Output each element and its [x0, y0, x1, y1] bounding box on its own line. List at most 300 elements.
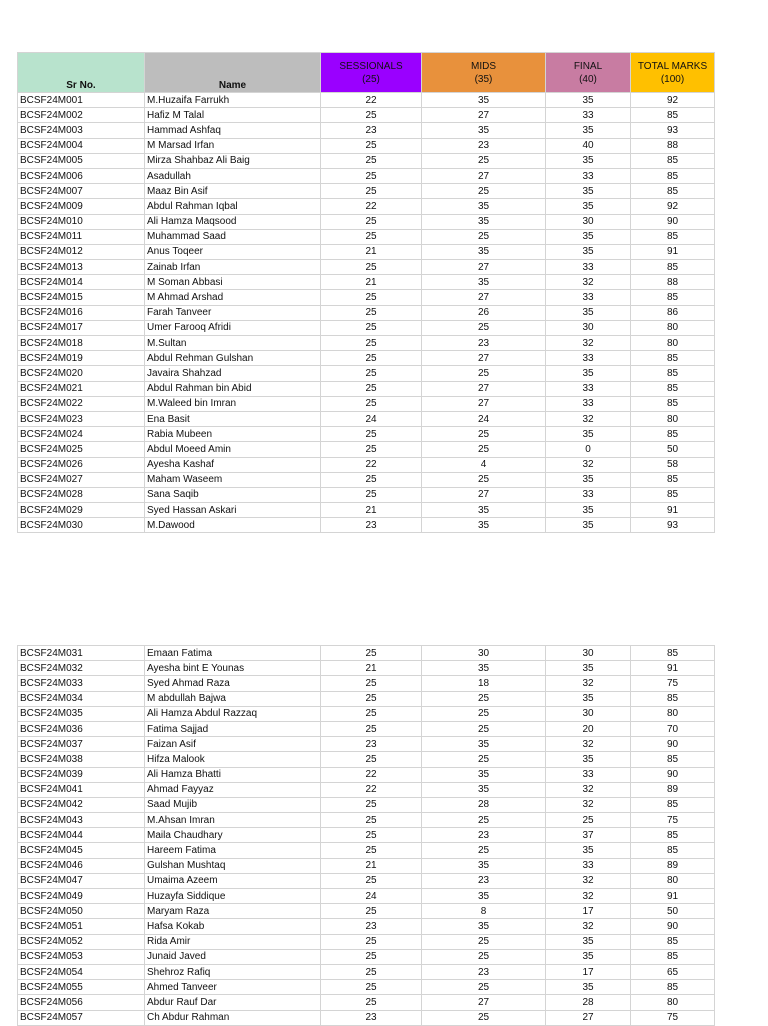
- roll-number-cell: BCSF24M014: [18, 275, 145, 290]
- table-row: [18, 706, 715, 721]
- final-cell: 35: [546, 184, 631, 199]
- sessionals-cell: 25: [321, 797, 422, 812]
- roll-number-cell: BCSF24M046: [18, 858, 145, 873]
- final-cell: 35: [546, 427, 631, 442]
- final-cell: 35: [546, 752, 631, 767]
- roll-number-cell: BCSF24M010: [18, 214, 145, 229]
- total-marks-cell: 65: [631, 964, 715, 979]
- sessionals-cell: 25: [321, 290, 422, 305]
- roll-number-cell: BCSF24M003: [18, 123, 145, 138]
- sessionals-cell: 25: [321, 752, 422, 767]
- total-marks-cell: 75: [631, 813, 715, 828]
- mids-cell: 23: [422, 828, 546, 843]
- final-cell: 35: [546, 503, 631, 518]
- final-cell: 30: [546, 320, 631, 335]
- student-name-cell: Ahmed Tanveer: [145, 980, 321, 995]
- student-name-cell: Syed Hassan Askari: [145, 503, 321, 518]
- final-cell: 32: [546, 873, 631, 888]
- table-row: [18, 260, 715, 275]
- sessionals-cell: 25: [321, 472, 422, 487]
- mids-cell: 25: [422, 721, 546, 736]
- roll-number-cell: BCSF24M043: [18, 813, 145, 828]
- table-row: [18, 320, 715, 335]
- final-cell: 25: [546, 813, 631, 828]
- roll-number-cell: BCSF24M039: [18, 767, 145, 782]
- sessionals-cell: 25: [321, 964, 422, 979]
- mids-cell: 30: [422, 646, 546, 661]
- total-marks-cell: 88: [631, 275, 715, 290]
- total-marks-cell: 50: [631, 442, 715, 457]
- roll-number-cell: BCSF24M028: [18, 487, 145, 502]
- total-marks-cell: 93: [631, 123, 715, 138]
- sessionals-cell: 25: [321, 691, 422, 706]
- roll-number-cell: BCSF24M051: [18, 919, 145, 934]
- sessionals-cell: 25: [321, 229, 422, 244]
- final-cell: 33: [546, 168, 631, 183]
- total-marks-cell: 80: [631, 336, 715, 351]
- sessionals-cell: 22: [321, 782, 422, 797]
- roll-number-cell: BCSF24M019: [18, 351, 145, 366]
- table-row: [18, 828, 715, 843]
- final-cell: 35: [546, 843, 631, 858]
- roll-number-cell: BCSF24M005: [18, 153, 145, 168]
- mids-header-label: MIDS: [471, 60, 496, 72]
- total-marks-cell: 85: [631, 229, 715, 244]
- mids-cell: 35: [422, 661, 546, 676]
- total-header-label: TOTAL MARKS: [637, 60, 708, 72]
- roll-number-cell: BCSF24M045: [18, 843, 145, 858]
- mids-cell: 25: [422, 934, 546, 949]
- mids-cell: 25: [422, 184, 546, 199]
- table-row: [18, 1010, 715, 1025]
- roll-number-cell: BCSF24M023: [18, 411, 145, 426]
- total-marks-cell: 85: [631, 843, 715, 858]
- final-cell: 32: [546, 797, 631, 812]
- roll-number-cell: BCSF24M026: [18, 457, 145, 472]
- table-row: [18, 138, 715, 153]
- roll-number-cell: BCSF24M036: [18, 721, 145, 736]
- final-cell: 33: [546, 858, 631, 873]
- final-cell: 32: [546, 782, 631, 797]
- mids-cell: 25: [422, 472, 546, 487]
- student-name-cell: M Marsad Irfan: [145, 138, 321, 153]
- roll-number-cell: BCSF24M057: [18, 1010, 145, 1025]
- table-row: [18, 691, 715, 706]
- roll-number-cell: BCSF24M033: [18, 676, 145, 691]
- mids-cell: 23: [422, 964, 546, 979]
- total-marks-cell: 85: [631, 168, 715, 183]
- sessionals-cell: 25: [321, 260, 422, 275]
- total-marks-cell: 90: [631, 767, 715, 782]
- mids-cell: 35: [422, 858, 546, 873]
- sessionals-cell: 25: [321, 828, 422, 843]
- total-marks-cell: 85: [631, 752, 715, 767]
- total-marks-cell: 91: [631, 889, 715, 904]
- table-row: [18, 813, 715, 828]
- mids-cell: 25: [422, 153, 546, 168]
- final-cell: 32: [546, 676, 631, 691]
- student-name-cell: M.Huzaifa Farrukh: [145, 93, 321, 108]
- roll-number-cell: BCSF24M016: [18, 305, 145, 320]
- roll-number-cell: BCSF24M015: [18, 290, 145, 305]
- sessionals-cell: 25: [321, 381, 422, 396]
- roll-number-cell: BCSF24M034: [18, 691, 145, 706]
- final-cell: 35: [546, 934, 631, 949]
- student-name-cell: Ali Hamza Maqsood: [145, 214, 321, 229]
- table-row: [18, 457, 715, 472]
- student-name-cell: Ch Abdur Rahman: [145, 1010, 321, 1025]
- student-name-cell: Mirza Shahbaz Ali Baig: [145, 153, 321, 168]
- sessionals-cell: 25: [321, 184, 422, 199]
- sessionals-cell: 25: [321, 168, 422, 183]
- mids-cell: 35: [422, 199, 546, 214]
- sessionals-cell: 23: [321, 518, 422, 533]
- final-cell: 32: [546, 889, 631, 904]
- final-cell: 0: [546, 442, 631, 457]
- mids-cell: 35: [422, 782, 546, 797]
- roll-number-cell: BCSF24M022: [18, 396, 145, 411]
- student-name-cell: Sana Saqib: [145, 487, 321, 502]
- sessionals-cell: 22: [321, 93, 422, 108]
- sessionals-cell: 21: [321, 503, 422, 518]
- mids-cell: 27: [422, 108, 546, 123]
- table-row: [18, 336, 715, 351]
- final-cell: 30: [546, 646, 631, 661]
- student-name-cell: Gulshan Mushtaq: [145, 858, 321, 873]
- sessionals-cell: 25: [321, 153, 422, 168]
- total-marks-cell: 85: [631, 949, 715, 964]
- student-name-cell: Ahmad Fayyaz: [145, 782, 321, 797]
- sessionals-cell: 25: [321, 873, 422, 888]
- table-row: [18, 858, 715, 873]
- roll-number-cell: BCSF24M056: [18, 995, 145, 1010]
- student-name-cell: Muhammad Saad: [145, 229, 321, 244]
- total-marks-cell: 85: [631, 797, 715, 812]
- student-name-cell: Saad Mujib: [145, 797, 321, 812]
- final-cell: 32: [546, 336, 631, 351]
- student-name-cell: Anus Toqeer: [145, 244, 321, 259]
- sessionals-cell: 25: [321, 305, 422, 320]
- roll-number-cell: BCSF24M044: [18, 828, 145, 843]
- final-cell: 17: [546, 904, 631, 919]
- total-marks-cell: 75: [631, 676, 715, 691]
- student-name-cell: M abdullah Bajwa: [145, 691, 321, 706]
- roll-number-cell: BCSF24M004: [18, 138, 145, 153]
- sessionals-cell: 21: [321, 244, 422, 259]
- mids-cell: 35: [422, 244, 546, 259]
- table-row: [18, 782, 715, 797]
- table-row: [18, 980, 715, 995]
- student-name-cell: Emaan Fatima: [145, 646, 321, 661]
- mids-cell: 25: [422, 229, 546, 244]
- student-name-cell: Ena Basit: [145, 411, 321, 426]
- student-name-cell: Shehroz Rafiq: [145, 964, 321, 979]
- mids-cell: 25: [422, 813, 546, 828]
- final-header: [546, 53, 631, 93]
- sessionals-cell: 25: [321, 676, 422, 691]
- final-cell: 27: [546, 1010, 631, 1025]
- roll-number-cell: BCSF24M007: [18, 184, 145, 199]
- total-marks-cell: 90: [631, 919, 715, 934]
- mids-cell: 35: [422, 503, 546, 518]
- student-name-cell: Abdul Rahman Iqbal: [145, 199, 321, 214]
- marks-table-section-2: [17, 645, 715, 1026]
- student-name-cell: Maila Chaudhary: [145, 828, 321, 843]
- table-row: [18, 487, 715, 502]
- student-name-cell: Hammad Ashfaq: [145, 123, 321, 138]
- final-cell: 35: [546, 949, 631, 964]
- mids-cell: 23: [422, 336, 546, 351]
- student-name-cell: Hafsa Kokab: [145, 919, 321, 934]
- mids-cell: 27: [422, 168, 546, 183]
- total-marks-cell: 85: [631, 184, 715, 199]
- roll-number-cell: BCSF24M006: [18, 168, 145, 183]
- roll-number-cell: BCSF24M001: [18, 93, 145, 108]
- sessionals-cell: 25: [321, 351, 422, 366]
- student-name-cell: Abdul Rahman bin Abid: [145, 381, 321, 396]
- table-row: [18, 108, 715, 123]
- roll-number-cell: BCSF24M055: [18, 980, 145, 995]
- mids-cell: 4: [422, 457, 546, 472]
- final-cell: 35: [546, 123, 631, 138]
- sessionals-cell: 23: [321, 919, 422, 934]
- student-name-cell: Hifza Malook: [145, 752, 321, 767]
- sessionals-cell: 25: [321, 980, 422, 995]
- total-marks-cell: 86: [631, 305, 715, 320]
- final-cell: 20: [546, 721, 631, 736]
- table-row: [18, 934, 715, 949]
- mids-cell: 35: [422, 919, 546, 934]
- total-marks-cell: 85: [631, 108, 715, 123]
- mids-header: [422, 53, 546, 93]
- total-marks-cell: 91: [631, 661, 715, 676]
- table-row: [18, 646, 715, 661]
- table-row: [18, 153, 715, 168]
- final-cell: 35: [546, 661, 631, 676]
- student-name-cell: Hareem Fatima: [145, 843, 321, 858]
- mids-cell: 27: [422, 290, 546, 305]
- mids-cell: 25: [422, 442, 546, 457]
- header-row: [18, 53, 715, 93]
- sessionals-cell: 25: [321, 366, 422, 381]
- total-marks-cell: 85: [631, 427, 715, 442]
- student-name-cell: M.Ahsan Imran: [145, 813, 321, 828]
- mids-cell: 27: [422, 381, 546, 396]
- roll-number-cell: BCSF24M021: [18, 381, 145, 396]
- student-name-cell: M.Sultan: [145, 336, 321, 351]
- student-name-cell: Asadullah: [145, 168, 321, 183]
- sessionals-cell: 25: [321, 721, 422, 736]
- mids-cell: 35: [422, 889, 546, 904]
- student-name-cell: Ayesha Kashaf: [145, 457, 321, 472]
- roll-number-cell: BCSF24M053: [18, 949, 145, 964]
- sessionals-cell: 25: [321, 427, 422, 442]
- roll-number-cell: BCSF24M041: [18, 782, 145, 797]
- table-row: [18, 427, 715, 442]
- sessionals-cell: 25: [321, 646, 422, 661]
- student-name-cell: Umaima Azeem: [145, 873, 321, 888]
- table-row: [18, 472, 715, 487]
- sessionals-cell: 25: [321, 904, 422, 919]
- roll-number-cell: BCSF24M047: [18, 873, 145, 888]
- roll-number-cell: BCSF24M030: [18, 518, 145, 533]
- roll-number-cell: BCSF24M054: [18, 964, 145, 979]
- mids-cell: 23: [422, 873, 546, 888]
- student-name-cell: Farah Tanveer: [145, 305, 321, 320]
- total-marks-cell: 80: [631, 411, 715, 426]
- final-cell: 30: [546, 214, 631, 229]
- student-name-cell: Maham Waseem: [145, 472, 321, 487]
- total-marks-cell: 92: [631, 199, 715, 214]
- table-row: [18, 721, 715, 736]
- final-cell: 35: [546, 366, 631, 381]
- roll-number-cell: BCSF24M018: [18, 336, 145, 351]
- sessionals-cell: 21: [321, 275, 422, 290]
- mids-cell: 27: [422, 995, 546, 1010]
- total-marks-cell: 91: [631, 503, 715, 518]
- final-cell: 32: [546, 457, 631, 472]
- mids-cell: 25: [422, 706, 546, 721]
- total-marks-cell: 85: [631, 396, 715, 411]
- roll-number-cell: BCSF24M038: [18, 752, 145, 767]
- mids-cell: 35: [422, 123, 546, 138]
- final-header-max: (40): [579, 73, 597, 85]
- sessionals-cell: 25: [321, 487, 422, 502]
- table-row: [18, 184, 715, 199]
- sessionals-cell: 25: [321, 995, 422, 1010]
- mids-cell: 35: [422, 767, 546, 782]
- mids-cell: 35: [422, 93, 546, 108]
- sr-no-header: Sr No.: [18, 53, 145, 93]
- student-name-cell: M.Dawood: [145, 518, 321, 533]
- student-name-cell: M Soman Abbasi: [145, 275, 321, 290]
- table-row: [18, 244, 715, 259]
- total-marks-cell: 70: [631, 721, 715, 736]
- sessionals-header-label: SESSIONALS: [339, 60, 403, 72]
- total-marks-cell: 93: [631, 518, 715, 533]
- roll-number-cell: BCSF24M009: [18, 199, 145, 214]
- mids-cell: 35: [422, 518, 546, 533]
- table-row: [18, 889, 715, 904]
- sessionals-cell: 25: [321, 843, 422, 858]
- roll-number-cell: BCSF24M025: [18, 442, 145, 457]
- final-cell: 17: [546, 964, 631, 979]
- total-marks-cell: 85: [631, 381, 715, 396]
- mids-cell: 25: [422, 366, 546, 381]
- mids-header-max: (35): [474, 73, 493, 85]
- final-cell: 33: [546, 487, 631, 502]
- final-cell: 33: [546, 396, 631, 411]
- table-row: [18, 442, 715, 457]
- table-row: [18, 843, 715, 858]
- mids-cell: 25: [422, 949, 546, 964]
- roll-number-cell: BCSF24M027: [18, 472, 145, 487]
- table-row: [18, 964, 715, 979]
- table-row: [18, 351, 715, 366]
- student-name-cell: Hafiz M Talal: [145, 108, 321, 123]
- sessionals-header: [321, 53, 422, 93]
- sessionals-cell: 25: [321, 949, 422, 964]
- total-marks-header: [631, 53, 715, 93]
- student-name-cell: Junaid Javed: [145, 949, 321, 964]
- roll-number-cell: BCSF24M002: [18, 108, 145, 123]
- roll-number-cell: BCSF24M020: [18, 366, 145, 381]
- table-row: [18, 737, 715, 752]
- table-row: [18, 275, 715, 290]
- table-row: [18, 396, 715, 411]
- table-row: [18, 381, 715, 396]
- mids-cell: 18: [422, 676, 546, 691]
- sessionals-cell: 25: [321, 138, 422, 153]
- total-marks-cell: 90: [631, 737, 715, 752]
- sessionals-cell: 25: [321, 320, 422, 335]
- student-name-cell: Umer Farooq Afridi: [145, 320, 321, 335]
- final-cell: 35: [546, 93, 631, 108]
- student-name-cell: Ayesha bint E Younas: [145, 661, 321, 676]
- total-marks-cell: 80: [631, 320, 715, 335]
- sessionals-cell: 22: [321, 199, 422, 214]
- final-cell: 35: [546, 305, 631, 320]
- sessionals-cell: 22: [321, 767, 422, 782]
- table-row: [18, 290, 715, 305]
- sessionals-cell: 25: [321, 706, 422, 721]
- sessionals-header-max: (25): [362, 73, 380, 85]
- table-row: [18, 995, 715, 1010]
- student-name-cell: Zainab Irfan: [145, 260, 321, 275]
- sessionals-cell: 21: [321, 858, 422, 873]
- student-name-cell: Ali Hamza Abdul Razzaq: [145, 706, 321, 721]
- table-row: [18, 411, 715, 426]
- total-marks-cell: 85: [631, 290, 715, 305]
- total-marks-cell: 85: [631, 646, 715, 661]
- final-cell: 35: [546, 229, 631, 244]
- table-row: [18, 305, 715, 320]
- table-row: [18, 518, 715, 533]
- final-cell: 33: [546, 351, 631, 366]
- final-cell: 35: [546, 472, 631, 487]
- student-name-cell: Syed Ahmad Raza: [145, 676, 321, 691]
- table-row: [18, 199, 715, 214]
- final-cell: 35: [546, 244, 631, 259]
- table-row: [18, 904, 715, 919]
- total-marks-cell: 85: [631, 487, 715, 502]
- total-marks-cell: 80: [631, 873, 715, 888]
- section-1-rows: [18, 93, 715, 533]
- total-marks-cell: 85: [631, 934, 715, 949]
- student-name-cell: M Ahmad Arshad: [145, 290, 321, 305]
- final-cell: 32: [546, 411, 631, 426]
- sessionals-cell: 24: [321, 411, 422, 426]
- roll-number-cell: BCSF24M032: [18, 661, 145, 676]
- roll-number-cell: BCSF24M037: [18, 737, 145, 752]
- table-row: [18, 214, 715, 229]
- sessionals-cell: 25: [321, 813, 422, 828]
- final-cell: 33: [546, 381, 631, 396]
- mids-cell: 25: [422, 980, 546, 995]
- student-name-cell: Abdur Rauf Dar: [145, 995, 321, 1010]
- roll-number-cell: BCSF24M050: [18, 904, 145, 919]
- sessionals-cell: 25: [321, 934, 422, 949]
- table-row: [18, 752, 715, 767]
- roll-number-cell: BCSF24M035: [18, 706, 145, 721]
- final-header-label: FINAL: [573, 60, 603, 72]
- final-cell: 33: [546, 108, 631, 123]
- name-header: Name: [145, 53, 321, 93]
- mids-cell: 26: [422, 305, 546, 320]
- sessionals-cell: 24: [321, 889, 422, 904]
- roll-number-cell: BCSF24M031: [18, 646, 145, 661]
- total-marks-cell: 92: [631, 93, 715, 108]
